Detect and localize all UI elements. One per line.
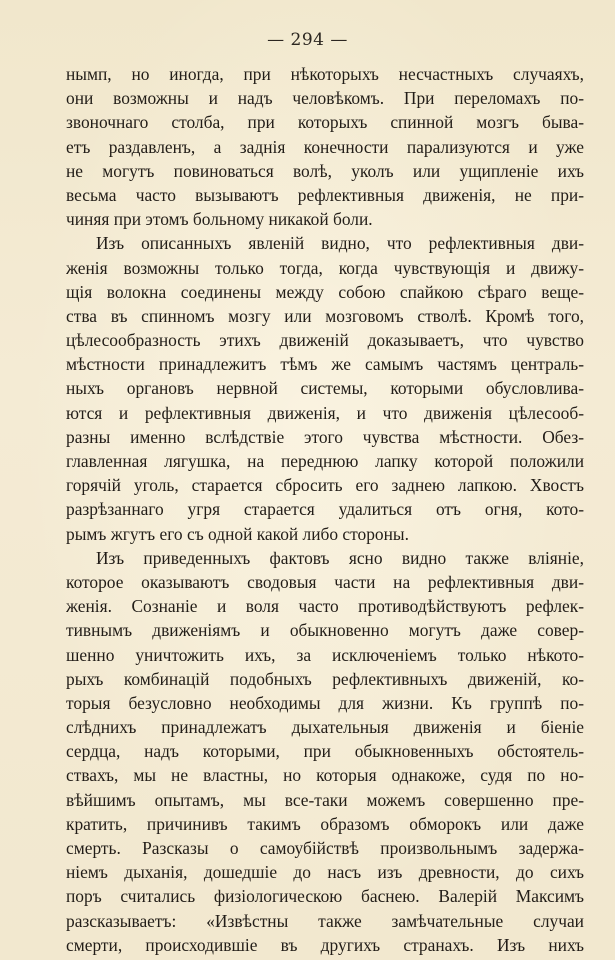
text-line: кратить, причинивъ такимъ образомъ обморокъ или даже	[66, 813, 584, 834]
text-line: смерти, происходившіе въ другихъ странахъ. Изъ нихъ	[66, 934, 584, 955]
text-line: мѣстности принадлежитъ тѣмъ же самымъ частямъ централь-	[66, 354, 584, 375]
text-line: щія волокна соединены между собою спайкою сѣраго веще-	[66, 281, 584, 302]
text-line: горячій уголь, старается сбросить его заднею лапкою. Хвостъ	[66, 475, 584, 496]
body-text	[66, 62, 584, 957]
text-line: шенно уничтожить ихъ, за исключеніемъ только нѣкото-	[66, 644, 584, 665]
text-line: рымъ жгутъ его съ одной какой либо стороны.	[66, 523, 409, 544]
paragraph-start-line: Изъ описанныхъ явленій видно, что рефлективныя дви-	[96, 233, 584, 254]
text-line: разны именно вслѣдствіе этого чувства мѣстности. Обез-	[66, 426, 584, 447]
text-line: ствахъ, мы не властны, но которыя однакоже, судя по но-	[66, 765, 584, 786]
text-line: весьма часто вызываютъ рефлективныя движенія, не при-	[66, 184, 584, 205]
text-line: рыхъ комбинацій подобныхъ рефлективныхъ движеній, ко-	[66, 668, 584, 689]
text-line: цѣлесообразность этихъ движеній доказываетъ, что чувство	[66, 330, 584, 351]
text-line: женія возможны только тогда, когда чувствующія и движу-	[66, 257, 584, 278]
text-line: не могутъ повиноваться волѣ, уколъ или ущипленіе ихъ	[66, 160, 584, 181]
text-line: нымп, но иногда, при нѣкоторыхъ несчастныхъ случаяхъ,	[66, 64, 584, 84]
text-line: тивнымъ движеніямъ и обыкновенно могутъ даже совер-	[66, 620, 584, 641]
text-line: разсказываетъ: «Извѣстны также замѣчательные случаи	[66, 910, 584, 931]
text-line: звоночнаго столба, при которыхъ спинной мозгъ быва-	[66, 112, 584, 133]
text-line: главленная лягушка, на переднюю лапку которой положили	[66, 451, 584, 471]
paragraph-start-line: Изъ приведенныхъ фактовъ ясно видно также вліяніе,	[96, 547, 584, 568]
text-line: разрѣзаннаго угря старается удалиться отъ огня, кото-	[66, 499, 584, 520]
text-line: вѣйшимъ опытамъ, мы все-таки можемъ совершенно пре-	[66, 789, 584, 810]
text-line: которое оказываютъ сводовыя части на рефлективныя дви-	[66, 571, 584, 592]
text-line: ніемъ дыханія, дошедшіе до насъ изъ древности, до сихъ	[66, 862, 584, 883]
page-number: — 294 —	[267, 30, 348, 50]
text-line: ются и рефлективныя движенія, и что движенія цѣлесооб-	[66, 402, 584, 423]
text-line: ныхъ органовъ нервной системы, которыми обусловлива-	[66, 378, 584, 399]
text-line: слѣднихъ принадлежатъ дыхательныя движенія и біеніе	[66, 717, 584, 738]
text-line: чиняя при этомъ больному никакой боли.	[66, 209, 373, 230]
text-line: смерть. Разсказы о самоубійствѣ произвольнымъ задержа-	[66, 838, 584, 858]
text-line: торыя безусловно необходимы для жизни. Къ группѣ по-	[66, 692, 584, 713]
text-line: поръ считались физіологическою баснею. Валерій Максимъ	[66, 886, 584, 907]
text-line: сердца, надъ которыми, при обыкновенныхъ обстоятель-	[66, 741, 584, 762]
text-line: они возможны и надъ человѣкомъ. При переломахъ по-	[66, 88, 584, 109]
text-line: ства въ спинномъ мозгу или мозговомъ стволѣ. Кромѣ того,	[66, 305, 584, 326]
text-line: етъ раздавленъ, а заднія конечности парализуются и уже	[66, 136, 584, 157]
text-line: женія. Сознаніе и воля часто противодѣйствуютъ рефлек-	[66, 596, 584, 617]
